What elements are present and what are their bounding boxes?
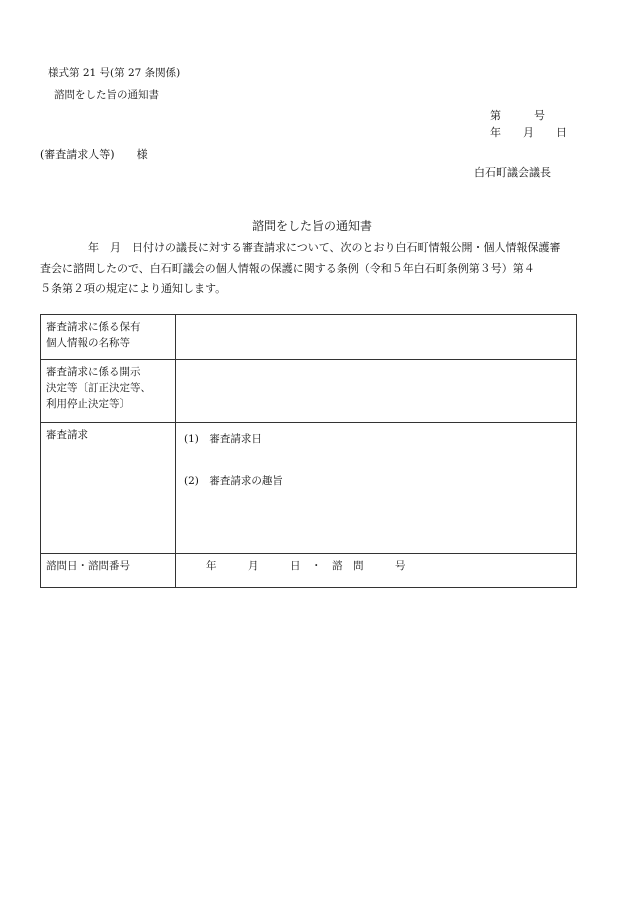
document-date: 年 月 日 [490, 126, 567, 139]
body-line: ５条第２項の規定により通知します。 [40, 282, 227, 295]
document-subtitle: 諮問をした旨の通知書 [54, 89, 159, 101]
target-label: 審査請求に係る保有 個人情報の名称等 [41, 315, 176, 360]
body-line: 年 月 日付けの議長に対する審査請求について、次のとおり白石町情報公開・個人情報保護審 [88, 241, 561, 254]
consult-label: 諮問日・諮問番号 [41, 554, 176, 588]
decision-label: 審査請求に係る開示 決定等〔訂正決定等、 利用停止決定等〕 [41, 360, 176, 423]
request-item-purpose: (2) 審査請求の趣旨 [184, 475, 283, 487]
info-table [40, 314, 577, 588]
target-value [176, 315, 577, 360]
decision-value [176, 360, 577, 423]
table-row-decision [41, 360, 577, 423]
request-item-date: (1) 審査請求日 [184, 433, 262, 445]
body-line: 査会に諮問したので、白石町議会の個人情報の保護に関する条例（令和５年白石町条例第３号）第４ [40, 261, 535, 275]
table-row-target [41, 315, 577, 360]
table-row-request [41, 423, 577, 554]
consult-value: 年 月 日 ・ 諮 問 号 [176, 554, 577, 588]
sender: 白石町議会議長 [474, 166, 551, 179]
body-text [40, 238, 580, 300]
document-number: 第 号 [490, 109, 545, 122]
table-row-consult [41, 554, 577, 588]
document-title: 諮問をした旨の通知書 [252, 219, 373, 233]
request-label: 審査請求 [41, 423, 176, 554]
addressee: (審査請求人等) 様 [40, 148, 148, 161]
request-value [176, 423, 577, 554]
form-number: 様式第 21 号(第 27 条関係) [48, 67, 181, 79]
